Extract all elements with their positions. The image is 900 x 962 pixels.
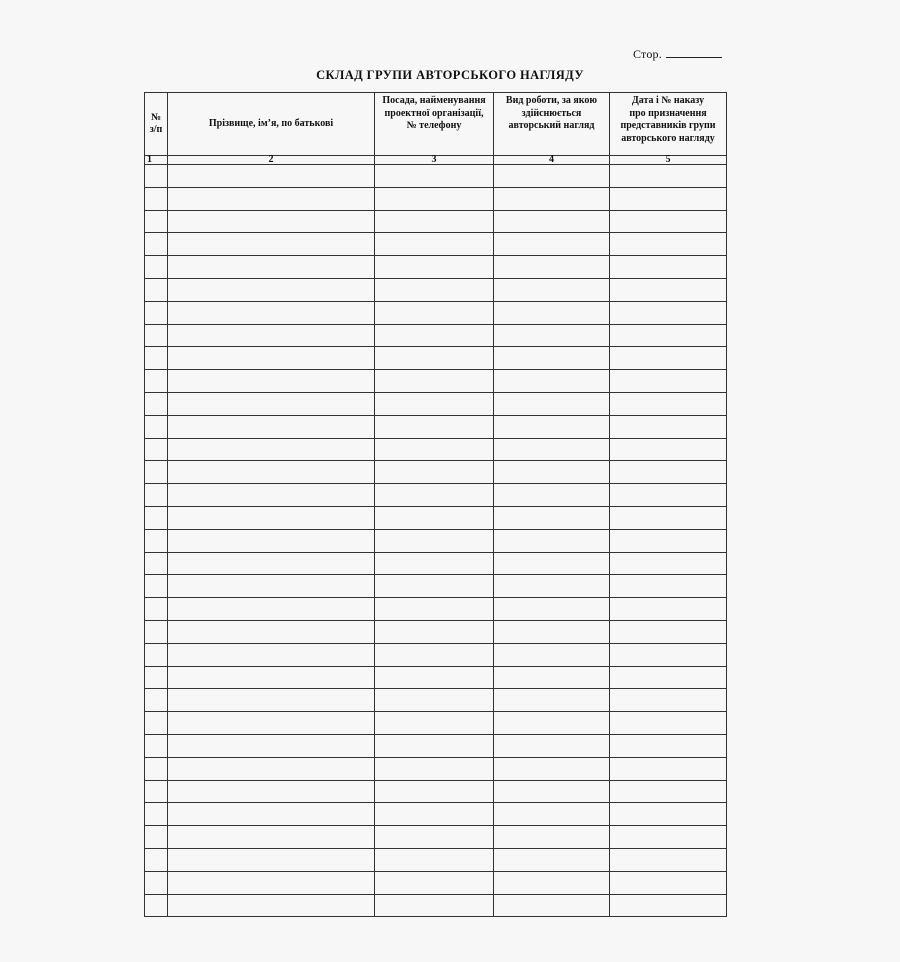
table-cell	[610, 165, 727, 188]
table-cell	[610, 415, 727, 438]
table-cell	[375, 757, 494, 780]
column-number: 5	[610, 156, 727, 165]
table-cell	[375, 552, 494, 575]
table-row	[145, 598, 727, 621]
table-cell	[494, 712, 610, 735]
table-cell	[375, 643, 494, 666]
table-cell	[375, 780, 494, 803]
supervision-group-table	[144, 92, 727, 917]
table-cell	[168, 506, 375, 529]
table-cell	[145, 210, 168, 233]
table-row	[145, 347, 727, 370]
table-cell	[494, 256, 610, 279]
table-cell	[610, 780, 727, 803]
table-cell	[610, 506, 727, 529]
table-cell	[494, 301, 610, 324]
table-header-row	[145, 93, 727, 156]
table-row	[145, 370, 727, 393]
table-row	[145, 324, 727, 347]
table-cell	[494, 666, 610, 689]
page-number-label	[633, 47, 722, 62]
table-cell	[375, 301, 494, 324]
table-cell	[610, 347, 727, 370]
table-cell	[375, 461, 494, 484]
table-row	[145, 826, 727, 849]
table-cell	[145, 552, 168, 575]
table-cell	[610, 689, 727, 712]
table-cell	[375, 894, 494, 917]
table-cell	[168, 643, 375, 666]
table-cell	[494, 826, 610, 849]
table-row	[145, 734, 727, 757]
table-row	[145, 803, 727, 826]
table-cell	[168, 575, 375, 598]
table-cell	[494, 461, 610, 484]
table-cell	[610, 552, 727, 575]
table-cell	[145, 620, 168, 643]
page-number-blank	[666, 47, 722, 58]
table-cell	[610, 233, 727, 256]
table-cell	[494, 529, 610, 552]
table-cell	[610, 210, 727, 233]
table-cell	[145, 301, 168, 324]
table-cell	[610, 575, 727, 598]
table-cell	[375, 575, 494, 598]
table-cell	[494, 689, 610, 712]
table-cell	[168, 233, 375, 256]
table-cell	[168, 484, 375, 507]
table-cell	[494, 438, 610, 461]
table-cell	[375, 256, 494, 279]
table-cell	[145, 712, 168, 735]
table-cell	[168, 598, 375, 621]
table-cell	[168, 780, 375, 803]
table-cell	[168, 529, 375, 552]
table-cell	[610, 643, 727, 666]
page-number-caption: Стор.	[633, 47, 662, 61]
table-cell	[494, 324, 610, 347]
table-cell	[145, 598, 168, 621]
table-cell	[610, 324, 727, 347]
table-cell	[168, 826, 375, 849]
table-row	[145, 256, 727, 279]
table-row	[145, 871, 727, 894]
table-cell	[375, 370, 494, 393]
table-cell	[610, 894, 727, 917]
table-cell	[494, 506, 610, 529]
table-row	[145, 689, 727, 712]
table-cell	[145, 461, 168, 484]
table-cell	[494, 757, 610, 780]
table-cell	[494, 620, 610, 643]
table-cell	[145, 757, 168, 780]
table-cell	[375, 598, 494, 621]
table-cell	[494, 370, 610, 393]
table-cell	[375, 415, 494, 438]
table-cell	[145, 370, 168, 393]
table-row	[145, 165, 727, 188]
table-cell	[610, 187, 727, 210]
table-row	[145, 484, 727, 507]
column-number: 3	[375, 156, 494, 165]
table-cell	[610, 438, 727, 461]
table-cell	[494, 233, 610, 256]
table-cell	[375, 187, 494, 210]
table-cell	[145, 506, 168, 529]
table-cell	[375, 506, 494, 529]
table-cell	[145, 278, 168, 301]
table-cell	[375, 392, 494, 415]
table-cell	[494, 803, 610, 826]
table-cell	[375, 712, 494, 735]
table-row	[145, 643, 727, 666]
table-cell	[145, 187, 168, 210]
table-cell	[168, 734, 375, 757]
table-cell	[375, 871, 494, 894]
table-row	[145, 210, 727, 233]
table-cell	[610, 529, 727, 552]
table-cell	[145, 256, 168, 279]
table-cell	[494, 734, 610, 757]
table-cell	[375, 278, 494, 301]
table-cell	[610, 484, 727, 507]
table-cell	[168, 552, 375, 575]
table-cell	[375, 666, 494, 689]
table-cell	[494, 347, 610, 370]
table-cell	[168, 712, 375, 735]
table-cell	[168, 848, 375, 871]
table-row	[145, 712, 727, 735]
table-cell	[610, 712, 727, 735]
table-row	[145, 301, 727, 324]
table-row	[145, 575, 727, 598]
table-cell	[375, 620, 494, 643]
table-cell	[375, 438, 494, 461]
table-cell	[494, 575, 610, 598]
table-cell	[168, 370, 375, 393]
table-row	[145, 438, 727, 461]
table-cell	[168, 210, 375, 233]
table-cell	[375, 233, 494, 256]
table-cell	[610, 301, 727, 324]
table-cell	[375, 848, 494, 871]
table-cell	[145, 826, 168, 849]
table-cell	[168, 324, 375, 347]
table-cell	[168, 187, 375, 210]
table-cell	[145, 233, 168, 256]
table-cell	[494, 871, 610, 894]
table-cell	[375, 734, 494, 757]
table-cell	[375, 826, 494, 849]
table-cell	[375, 689, 494, 712]
table-cell	[375, 484, 494, 507]
table-row	[145, 620, 727, 643]
table-cell	[494, 278, 610, 301]
table-cell	[145, 324, 168, 347]
table-cell	[494, 848, 610, 871]
table-row	[145, 506, 727, 529]
column-header-order-date: Дата і № наказу про призначення представників групи авторського нагляду	[610, 93, 727, 156]
column-number-row	[145, 156, 727, 165]
table-row	[145, 666, 727, 689]
table-cell	[145, 689, 168, 712]
column-header-number: № з/п	[145, 93, 168, 156]
table-cell	[145, 575, 168, 598]
table-cell	[494, 165, 610, 188]
table-cell	[168, 415, 375, 438]
table-cell	[145, 392, 168, 415]
table-row	[145, 415, 727, 438]
table-cell	[375, 210, 494, 233]
table-row	[145, 757, 727, 780]
table-row	[145, 529, 727, 552]
table-row	[145, 187, 727, 210]
table-row	[145, 278, 727, 301]
table-cell	[145, 484, 168, 507]
table-cell	[145, 347, 168, 370]
table-cell	[145, 894, 168, 917]
table-cell	[610, 871, 727, 894]
table-cell	[610, 803, 727, 826]
column-header-full-name: Прізвище, ім’я, по батькові	[168, 93, 375, 156]
table-cell	[494, 780, 610, 803]
table-cell	[168, 347, 375, 370]
table-cell	[610, 757, 727, 780]
table-cell	[168, 461, 375, 484]
table-cell	[168, 803, 375, 826]
table-row	[145, 392, 727, 415]
table-cell	[145, 666, 168, 689]
table-cell	[610, 666, 727, 689]
table-cell	[168, 666, 375, 689]
table-cell	[610, 826, 727, 849]
table-cell	[494, 415, 610, 438]
table-cell	[168, 278, 375, 301]
column-header-work-type: Вид роботи, за якою здійснюється авторський нагляд	[494, 93, 610, 156]
table-cell	[145, 803, 168, 826]
table-cell	[610, 620, 727, 643]
table-cell	[375, 803, 494, 826]
table-cell	[168, 757, 375, 780]
table-cell	[610, 278, 727, 301]
table-cell	[610, 734, 727, 757]
table-cell	[375, 347, 494, 370]
table-cell	[168, 392, 375, 415]
table-cell	[145, 848, 168, 871]
table-cell	[168, 256, 375, 279]
column-header-position: Посада, найменування проектної організації, № телефону	[375, 93, 494, 156]
table-cell	[610, 392, 727, 415]
table-cell	[610, 461, 727, 484]
table-row	[145, 552, 727, 575]
table-cell	[494, 598, 610, 621]
table-row	[145, 233, 727, 256]
table-cell	[145, 165, 168, 188]
table-row	[145, 894, 727, 917]
table-cell	[610, 848, 727, 871]
table-row	[145, 848, 727, 871]
table-row	[145, 461, 727, 484]
table-body	[145, 165, 727, 917]
table-cell	[494, 894, 610, 917]
table-cell	[168, 620, 375, 643]
table-cell	[168, 894, 375, 917]
table-cell	[375, 165, 494, 188]
table-cell	[168, 438, 375, 461]
table-cell	[168, 165, 375, 188]
table-cell	[145, 415, 168, 438]
table-cell	[168, 301, 375, 324]
table-cell	[375, 529, 494, 552]
table-cell	[145, 529, 168, 552]
table-cell	[494, 484, 610, 507]
table-cell	[494, 643, 610, 666]
table-row	[145, 780, 727, 803]
column-number: 4	[494, 156, 610, 165]
table-cell	[375, 324, 494, 347]
column-number: 2	[168, 156, 375, 165]
table-cell	[610, 598, 727, 621]
table-cell	[145, 643, 168, 666]
table-cell	[494, 392, 610, 415]
column-number: 1	[145, 156, 168, 165]
table-cell	[168, 871, 375, 894]
table-cell	[494, 552, 610, 575]
table-cell	[145, 438, 168, 461]
table-cell	[494, 187, 610, 210]
table-cell	[610, 370, 727, 393]
table-cell	[145, 780, 168, 803]
table-cell	[168, 689, 375, 712]
table-cell	[494, 210, 610, 233]
table-cell	[610, 256, 727, 279]
table-cell	[145, 871, 168, 894]
document-title: СКЛАД ГРУПИ АВТОРСЬКОГО НАГЛЯДУ	[316, 68, 584, 82]
table-cell	[145, 734, 168, 757]
